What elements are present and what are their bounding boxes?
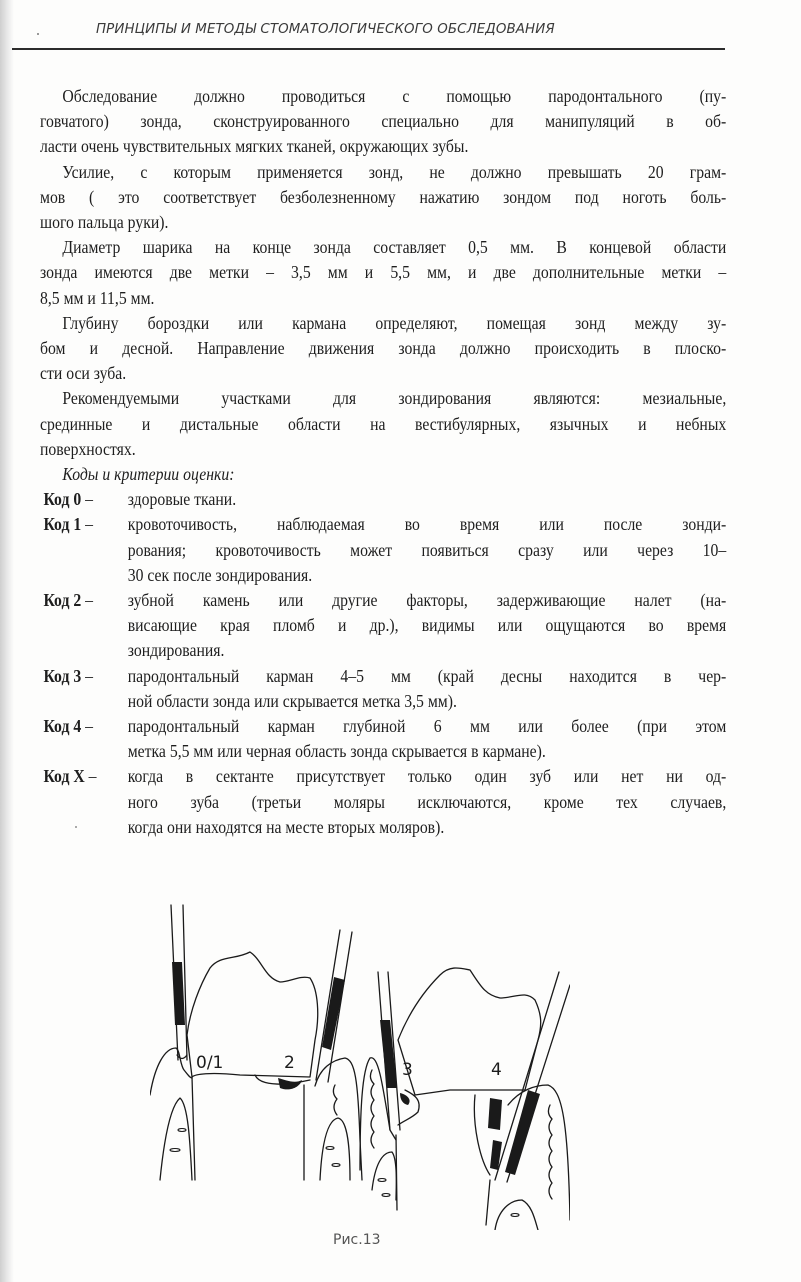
text-line: 8,5 мм и 11,5 мм. — [40, 287, 155, 308]
code-dash: – — [85, 665, 94, 686]
code-description-line: здоровые ткани. — [127, 489, 237, 510]
bone-texture — [170, 1149, 180, 1152]
text-line: Обследование должно проводиться с помощью пародонтального (пу- — [62, 86, 727, 106]
text-line: бом и десной. Направление движения зонда должно происходить в плоско- — [40, 338, 727, 359]
figure-label-4: 4 — [491, 1060, 502, 1080]
paragraph-force — [40, 160, 726, 236]
probe-left-mark — [172, 962, 185, 1025]
figure-label-0-1: 0/1 — [196, 1053, 224, 1073]
code-label: Код 1 — [43, 514, 82, 535]
code-description-line: рования; кровоточивость может появиться сразу или через 10– — [127, 539, 727, 560]
code-description-line: пародонтальный карман 4–5 мм (край десны находится в чер- — [127, 665, 727, 686]
code-dash: – — [85, 489, 94, 510]
code-label: Код 0 — [43, 489, 82, 510]
text-line: срединные и дистальные области на вестибулярных, язычных и небных — [40, 413, 727, 434]
code-item-3 — [40, 664, 726, 714]
code-description-line: кровоточивость, наблюдаемая во время или после зонди- — [127, 514, 727, 535]
paragraph-probe-description — [40, 84, 726, 160]
right-tooth-crown — [398, 968, 541, 1095]
code-description-line: 30 сек после зондирования. — [127, 564, 313, 585]
middle-bone — [320, 1118, 350, 1180]
paragraph-ball-diameter — [40, 235, 726, 311]
code-dash: – — [85, 590, 94, 611]
text-line: поверхностях. — [40, 438, 136, 459]
bone-texture — [511, 1214, 519, 1217]
figure-label-3: 3 — [402, 1060, 413, 1080]
running-head: ПРИНЦИПЫ И МЕТОДЫ СТОМАТОЛОГИЧЕСКОГО ОБСЛЕДОВАНИЯ — [96, 22, 555, 37]
code-dash: – — [85, 716, 94, 737]
text-line: Усилие, с которым применяется зонд, не должно превышать 20 грам- — [62, 161, 727, 182]
calculus-deposit — [490, 1140, 502, 1170]
calculus-deposit — [278, 1078, 302, 1089]
middle-gum — [315, 1058, 362, 1180]
gum-texture — [548, 1105, 552, 1199]
text-line: зонда имеются две метки – 3,5 мм и 5,5 мм, и две дополнительные метки – — [40, 262, 727, 283]
text-line: говчатого) зонда, сконструированного специально для манипуляций в об- — [40, 111, 727, 132]
left-gum — [150, 1048, 192, 1095]
code-item-1 — [40, 512, 726, 588]
code-description-line: пародонтальный карман глубиной 6 мм или более (при этом — [127, 716, 727, 737]
probe-2-mark — [322, 977, 345, 1050]
scan-speck — [75, 826, 77, 828]
code-description-line: когда они находятся на месте вторых моляров). — [127, 816, 445, 837]
pocket-outline — [474, 1095, 490, 1175]
text-line: Глубину бороздки или кармана определяют, помещая зонд между зу- — [62, 312, 727, 333]
code-label: Код 2 — [43, 590, 82, 611]
text-line: сти оси зуба. — [40, 363, 127, 384]
code-label: Код X — [43, 766, 85, 787]
far-right-bone — [495, 1200, 538, 1230]
code-label: Код 3 — [43, 665, 82, 686]
paragraph-pocket-depth — [40, 311, 726, 387]
text-line: мов ( это соответствует безболезненному нажатию зондом под ноготь боль- — [40, 186, 727, 207]
code-item-x — [40, 764, 726, 840]
text-line: шого пальца руки). — [40, 212, 169, 233]
bone-texture — [332, 1164, 340, 1167]
text-line: ласти очень чувствительных мягких тканей, окружающих зубы. — [40, 136, 469, 157]
page-gutter-shadow — [0, 0, 14, 1282]
figure-caption: Рис.13 — [333, 1232, 381, 1248]
calculus-deposit — [400, 1093, 410, 1105]
figure-label-2: 2 — [284, 1053, 295, 1073]
left-bone — [160, 1098, 192, 1180]
code-description-line: когда в сектанте присутствует только один зуб или нет ни од- — [127, 766, 727, 787]
tooth-4-root — [486, 1180, 490, 1225]
body-text — [40, 84, 726, 840]
codes-heading: Коды и критерии оценки: — [62, 464, 235, 485]
code-description-line: метка 5,5 мм или черная область зонда скрывается в кармане). — [127, 741, 546, 762]
left-tooth-root — [192, 1077, 195, 1180]
bone-texture — [326, 1147, 334, 1150]
code-dash: – — [85, 514, 94, 535]
code-item-4 — [40, 714, 726, 764]
scan-speck — [37, 33, 39, 35]
code-description-line: ного зуба (третьи моляры исключаются, кроме тех случаев, — [127, 791, 727, 812]
gum-texture — [333, 1085, 337, 1115]
code-dash: – — [88, 766, 97, 787]
code-description-line: зондирования. — [127, 640, 225, 661]
code-label: Код 4 — [43, 716, 82, 737]
bone-texture — [378, 1179, 386, 1182]
right-left-bone — [372, 1152, 396, 1200]
code-description-line: висающие края пломб и др.), видимы или ощущаются во время — [127, 615, 727, 636]
code-description-line: ной области зонда или скрывается метка 3,5 мм). — [127, 690, 457, 711]
text-line: Диаметр шарика на конце зонда составляет 0,5 мм. В концевой области — [62, 237, 727, 258]
bone-texture — [178, 1129, 186, 1132]
calculus-deposit — [488, 1098, 502, 1130]
code-description-line: зубной камень или другие факторы, задерживающие налет (на- — [127, 590, 727, 611]
header-rule — [12, 48, 725, 50]
probe-4 — [495, 972, 570, 1182]
code-item-0 — [40, 487, 726, 512]
text-line: Рекомендуемыми участками для зондирования являются: мезиальные, — [62, 388, 727, 409]
code-item-2 — [40, 588, 726, 664]
gum-texture — [370, 1070, 374, 1148]
paragraph-probing-sites — [40, 386, 726, 462]
bone-texture — [382, 1194, 390, 1197]
